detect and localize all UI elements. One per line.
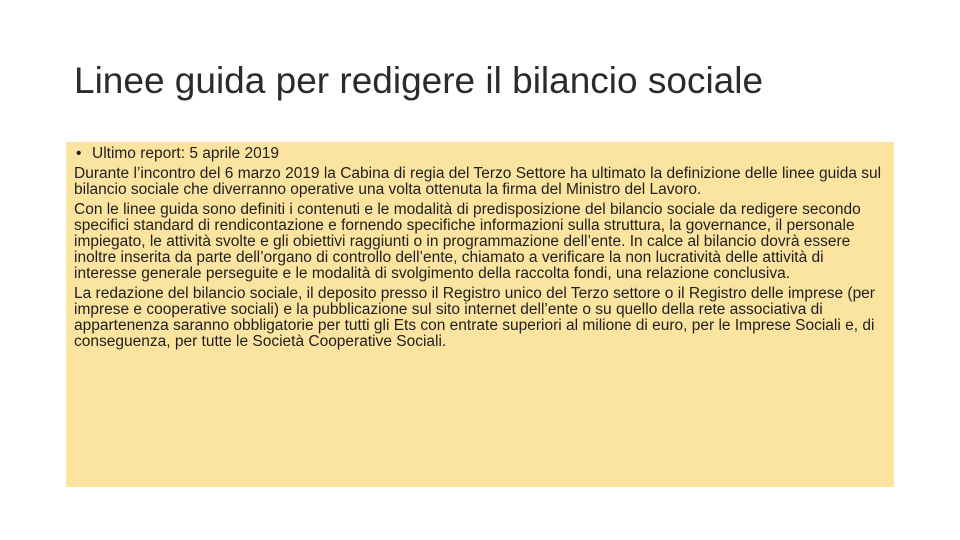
bullet-marker: • [76, 145, 82, 162]
paragraph-cabina-di-regia: Durante l’incontro del 6 marzo 2019 la Cabina di regia del Terzo Settore ha ultimato la definizione delle linee guida sul bilancio sociale che diverranno operative una volta ottenuta la firma del Ministro del Lavoro. [74, 165, 882, 198]
paragraph-obblighi-redazione: La redazione del bilancio sociale, il deposito presso il Registro unico del Terzo settore o il Registro delle imprese (per imprese e cooperative sociali) e la pubblicazione sul sito internet dell’ente o su quello della rete associativa di appartenenza saranno obbligatorie per tutti gli Ets con entrate superiori al milione di euro, per le Imprese Sociali e, di conseguenza, per tutte le Società Cooperative Sociali. [74, 285, 875, 350]
paragraph-contenuti-linee-guida: Con le linee guida sono definiti i contenuti e le modalità di predisposizione del bilancio sociale da redigere secondo specifici standard di rendicontazione e fornendo specifiche informazioni sulla struttura, la governance, il personale impiegato, le attività svolte e gli obiettivi raggiunti o in programmazione dell’ente. In calce al bilancio dovrà essere inoltre inserita da parte dell’organo di controllo dell’ente, chiamato a verificare la non lucratività delle attività di interesse generale perseguite e le modalità di svolgimento della raccolta fondi, una relazione conclusiva. [74, 201, 861, 282]
content-box [66, 142, 894, 487]
bullet-item [74, 146, 886, 162]
slide-title: Linee guida per redigere il bilancio sociale [74, 60, 764, 101]
bullet-text: Ultimo report: 5 aprile 2019 [92, 145, 279, 162]
